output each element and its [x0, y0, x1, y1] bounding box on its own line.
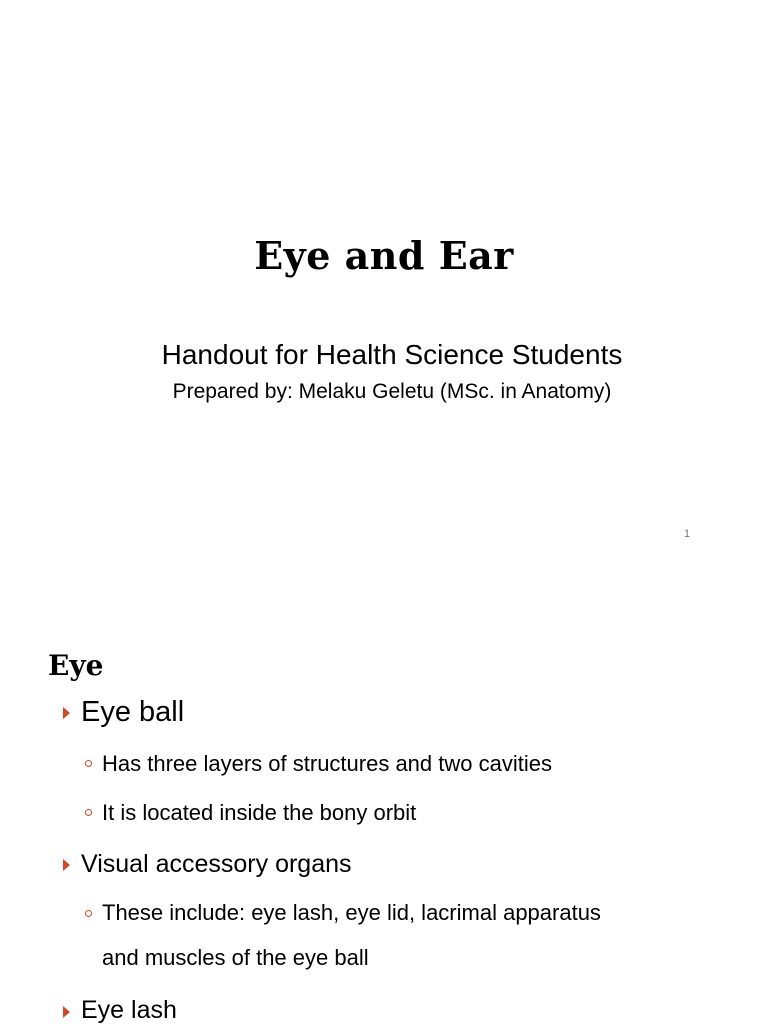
triangle-bullet-icon	[63, 859, 70, 871]
page-number: 1	[684, 528, 691, 540]
slide-subtitle: Handout for Health Science Students	[161, 339, 623, 370]
circle-bullet-icon	[85, 760, 92, 767]
list-item: Eye lash	[81, 996, 177, 1024]
list-item: Visual accessory organs	[81, 850, 352, 878]
list-item: Has three layers of structures and two cavities	[102, 751, 552, 776]
list-item: These include: eye lash, eye lid, lacrimal apparatus	[102, 900, 601, 925]
list-item: Eye ball	[81, 696, 185, 728]
triangle-bullet-icon	[63, 1006, 70, 1018]
list-item-continuation: and muscles of the eye ball	[102, 945, 369, 970]
content-slide	[0, 576, 768, 1024]
circle-bullet-icon	[85, 910, 92, 917]
triangle-bullet-icon	[63, 707, 70, 719]
slide-title: Eye and Ear	[254, 233, 514, 278]
section-title: Eye	[48, 649, 104, 682]
circle-bullet-icon	[85, 809, 92, 816]
author-line: Prepared by: Melaku Geletu (MSc. in Anatomy)	[172, 380, 612, 403]
list-item: It is located inside the bony orbit	[102, 800, 417, 825]
